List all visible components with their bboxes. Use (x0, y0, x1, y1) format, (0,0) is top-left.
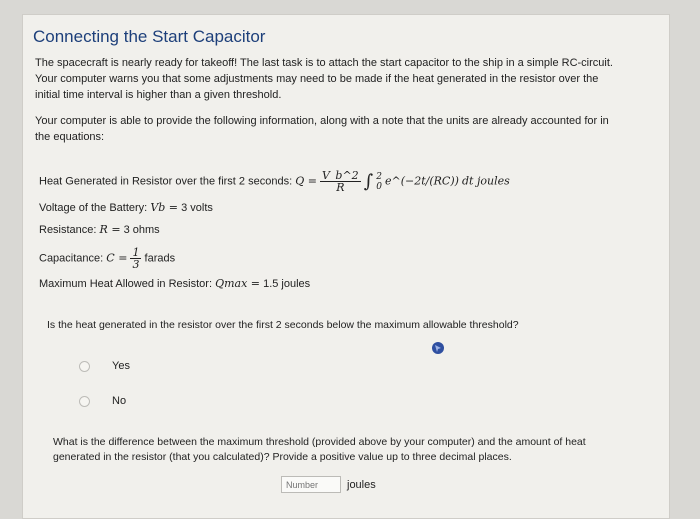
integrand: e^(−2t/(RC)) (385, 174, 459, 188)
question-threshold: Is the heat generated in the resistor over the first 2 seconds below the maximum allowable threshold? (47, 319, 519, 331)
answer-number-input[interactable] (281, 476, 341, 493)
integral-sign: ∫ (363, 171, 374, 192)
heat-numerator: V_b^2 (321, 169, 359, 182)
resistance-value: 3 ohms (123, 224, 160, 236)
heat-dt: dt joules (462, 174, 510, 188)
radio-yes[interactable] (79, 361, 90, 372)
capacitance-unit: farads (144, 252, 176, 265)
option-yes[interactable] (79, 360, 130, 372)
heat-fraction (320, 170, 361, 193)
intro-paragraph: The spacecraft is nearly ready for takeoff! The last task is to attach the start capacitor to the ship in a simple RC-circuit. Your computer warns you that some adjustments may need to be made if the heat generated in the resistor over the initial time interval is higher than a given threshold. (35, 57, 613, 101)
heat-equation (39, 170, 510, 193)
heat-lhs: Q = (295, 174, 317, 188)
resistance-label: Resistance: (39, 224, 97, 236)
answer-unit: joules (347, 478, 376, 491)
question-page (22, 14, 670, 519)
max-heat-var: Qmax = (215, 277, 261, 290)
answer-row (281, 476, 376, 493)
mouse-cursor-icon (431, 341, 445, 355)
integral-limits (376, 172, 382, 192)
voltage-label: Voltage of the Battery: (39, 202, 148, 214)
option-no-label: No (112, 395, 127, 407)
capacitance-line (39, 247, 175, 270)
capacitance-denominator: 3 (132, 258, 140, 271)
integral-lower: 0 (376, 181, 382, 192)
max-heat-value: 1.5 joules (263, 278, 311, 290)
heat-label: Heat Generated in Resistor over the first 2 seconds: (39, 175, 293, 188)
voltage-var: Vb = (150, 201, 179, 214)
option-no[interactable] (79, 395, 126, 407)
voltage-line (39, 201, 213, 214)
capacitance-fraction (130, 247, 141, 270)
heat-denominator: R (336, 181, 345, 194)
page-title: Connecting the Start Capacitor (33, 27, 266, 46)
max-heat-label: Maximum Heat Allowed in Resistor: (39, 278, 213, 290)
resistance-var: R = (99, 223, 121, 236)
capacitance-label: Capacitance: (39, 252, 104, 265)
max-heat-line (39, 277, 310, 290)
capacitance-var: C = (106, 251, 128, 265)
capacitance-numerator: 1 (132, 246, 140, 259)
integral-upper: 2 (376, 171, 382, 182)
info-paragraph: Your computer is able to provide the following information, along with a note that the units are already accounted for in the equations: (35, 115, 609, 143)
resistance-line (39, 223, 160, 236)
voltage-value: 3 volts (181, 202, 213, 214)
option-yes-label: Yes (112, 360, 130, 372)
radio-no[interactable] (79, 396, 90, 407)
question-difference: What is the difference between the maximum threshold (provided above by your computer) and the amount of heat generated in the resistor (that you calculated)? Provide a positive value up to three decimal places. (53, 436, 586, 463)
